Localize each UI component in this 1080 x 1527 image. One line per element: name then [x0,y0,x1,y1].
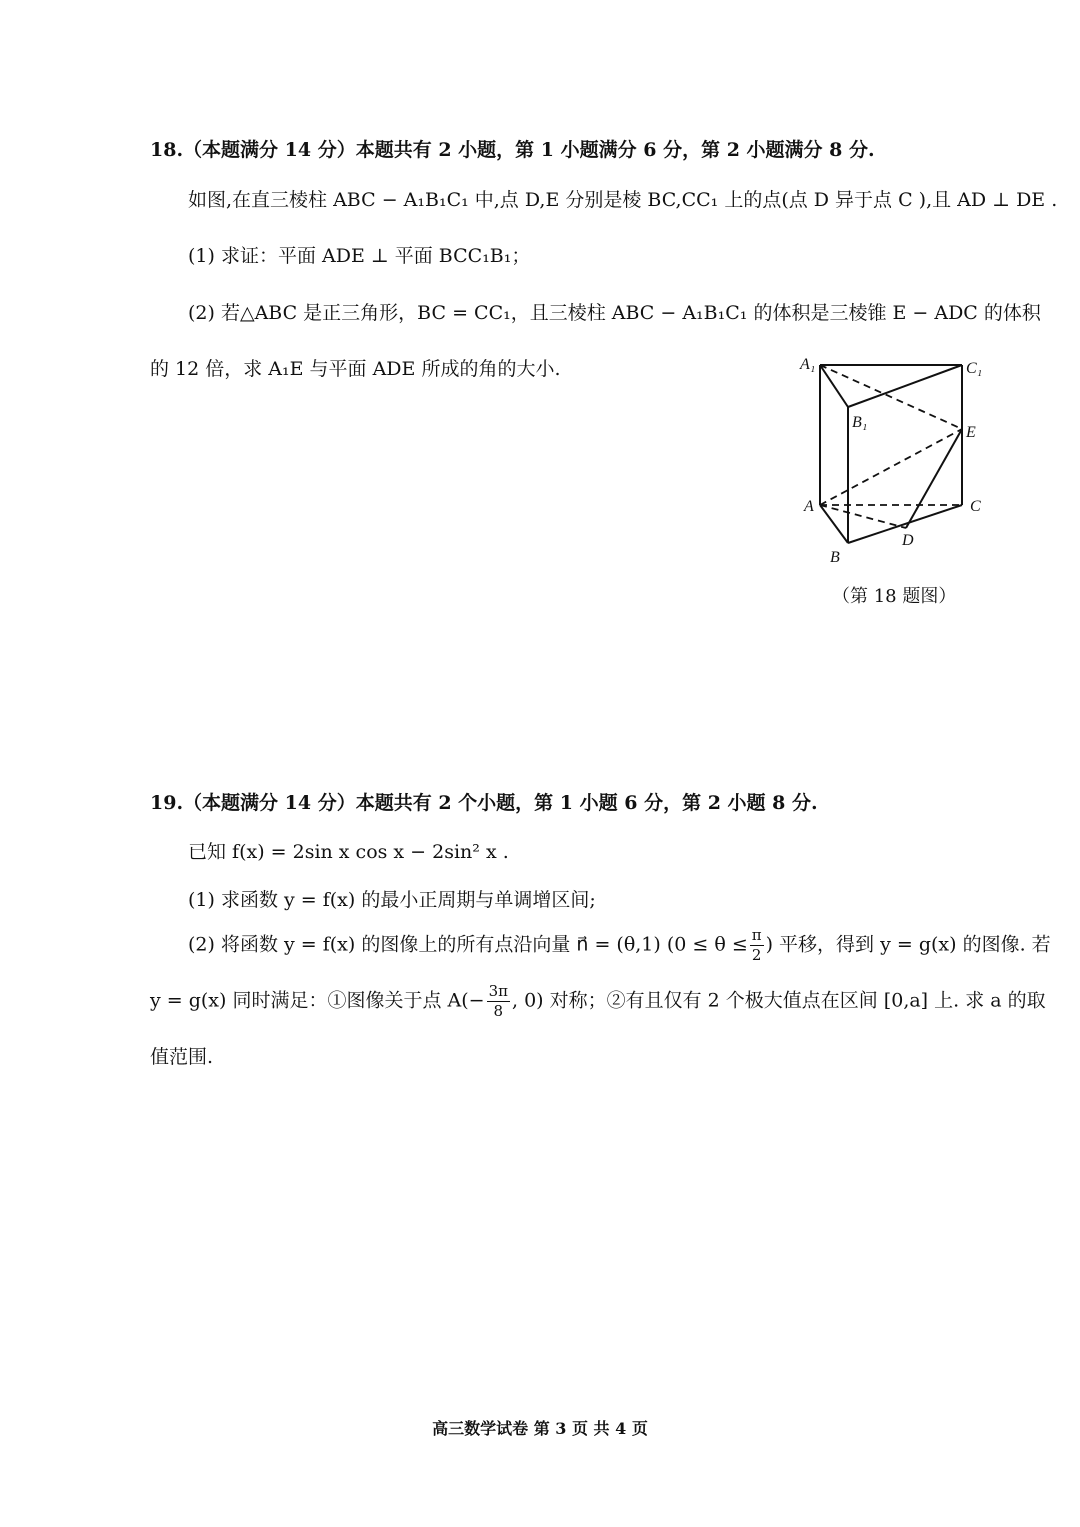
fraction-3pi-over-8: $\frac{3\pi}{8}$ [488,982,508,1020]
label-b1: B₁ [852,414,868,431]
label-c: C [970,498,981,515]
label-b: B [830,549,840,566]
q18-part1: (1) 求证：平面 ADE ⊥ 平面 BCC₁B₁； [188,245,531,267]
dashed-ad [820,505,906,528]
page-footer: 高三数学试卷 第 3 页 共 4 页 [432,1419,648,1438]
q19-part2-line1-b: ) 平移，得到 y = g(x) 的图像. 若 [765,933,1051,956]
q18-intro: 如图,在直三棱柱 ABC − A₁B₁C₁ 中,点 D,E 分别是棱 BC,CC₁ 上的点(点 D 异于点 C ),且 AD ⊥ DE . [188,189,1058,211]
q18-part2-line1: (2) 若△ABC 是正三角形，BC = CC₁，且三棱柱 ABC − A₁B₁C₁ 的体积是三棱锥 E − ADC 的体积 [188,302,1041,324]
fraction-pi-over-2: $\frac{\pi}{2}$ [751,926,762,964]
label-d: D [902,532,914,549]
q19-part2-line1-a: (2) 将函数 y = f(x) 的图像上的所有点沿向量 n⃗ = (θ,1) (0 ≤ θ ≤ [188,933,748,956]
label-c1: C₁ [966,360,983,377]
q19-part2-line2-a: y = g(x) 同时满足：①图像关于点 A(− [150,989,485,1012]
q19-part2-line2-b: , 0) 对称；②有且仅有 2 个极大值点在区间 [0,a] 上. 求 a 的取 [511,989,1046,1012]
label-a: A [804,498,814,515]
label-a1: A₁ [800,356,816,373]
q18-figure-caption: （第 18 题图） [832,586,957,607]
q19-header: 19.（本题满分 14 分）本题共有 2 个小题，第 1 小题 6 分，第 2 小题 8 分. [150,792,818,814]
label-e: E [966,424,976,441]
q19-given: 已知 f(x) = 2sin x cos x − 2sin² x . [188,841,509,863]
q18-part2-line2: 的 12 倍，求 A₁E 与平面 ADE 所成的角的大小. [150,358,561,380]
q19-part2-line1 [188,928,1051,963]
q19-part2-line2 [150,984,1046,1019]
edge-de [906,429,962,528]
q18-header: 18.（本题满分 14 分）本题共有 2 小题，第 1 小题满分 6 分，第 2 小题满分 8 分. [150,139,875,161]
q18-prism-figure [790,345,1030,575]
q19-part2-line3: 值范围. [150,1046,214,1068]
q19-part1: (1) 求函数 y = f(x) 的最小正周期与单调增区间; [188,889,596,911]
